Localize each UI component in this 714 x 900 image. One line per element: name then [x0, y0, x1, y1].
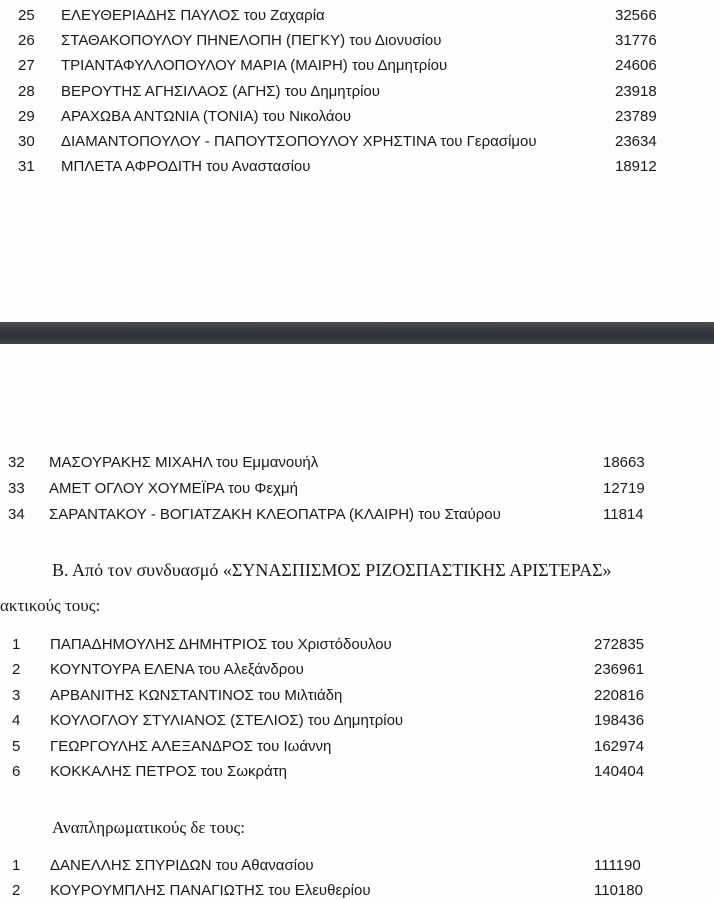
candidate-votes: 272835 [594, 636, 645, 653]
candidate-rank: 31 [18, 158, 35, 176]
candidate-name: ΣΤΑΘΑΚΟΠΟΥΛΟΥ ΠΗΝΕΛΟΠΗ (ΠΕΓΚΥ) του Διονυσίου [61, 32, 442, 50]
candidate-votes: 18663 [603, 454, 645, 471]
candidate-row [12, 879, 714, 900]
candidate-rank: 1 [12, 636, 21, 653]
candidate-rank: 1 [12, 857, 21, 874]
candidate-name: ΕΛΕΥΘΕΡΙΑΔΗΣ ΠΑΥΛΟΣ του Ζαχαρία [61, 7, 325, 24]
candidate-row [12, 709, 714, 733]
candidate-name: ΚΟΥΝΤΟΥΡΑ ΕΛΕΝΑ του Αλεξάνδρου [50, 661, 304, 679]
regulars-label: ακτικούς τους: [0, 596, 101, 615]
candidate-row [12, 854, 714, 878]
candidate-row [8, 451, 714, 475]
candidate-row [18, 105, 714, 129]
candidate-name: ΜΑΣΟΥΡΑΚΗΣ ΜΙΧΑΗΛ του Εμμανουήλ [49, 454, 319, 471]
candidate-row [12, 633, 714, 657]
candidate-votes: 220816 [594, 686, 645, 704]
candidate-name: ΑΡΒΑΝΙΤΗΣ ΚΩΝΣΤΑΝΤΙΝΟΣ του Μιλτιάδη [50, 686, 343, 704]
candidate-rank: 34 [8, 506, 25, 523]
candidate-rank: 5 [12, 737, 21, 755]
candidate-votes: 23918 [615, 82, 657, 100]
candidate-name: ΒΕΡΟΥΤΗΣ ΑΓΗΣΙΛΑΟΣ (ΑΓΗΣ) του Δημητρίου [61, 82, 380, 100]
candidate-rank: 25 [18, 7, 35, 24]
candidate-rank: 2 [12, 882, 21, 899]
candidate-votes: 198436 [594, 712, 645, 730]
candidate-rank: 30 [18, 133, 35, 150]
candidate-rank: 4 [12, 712, 21, 730]
candidate-votes: 12719 [603, 480, 645, 497]
candidate-name: ΑΡΑΧΩΒΑ ΑΝΤΩΝΙΑ (ΤΟΝΙΑ) του Νικολάου [61, 107, 352, 125]
candidate-name: ΔΑΝΕΛΛΗΣ ΣΠΥΡΙΔΩΝ του Αθανασίου [50, 857, 314, 874]
candidate-row [12, 658, 714, 682]
candidate-votes: 111190 [594, 857, 641, 874]
section-heading: Β. Από τον συνδυασμό «ΣΥΝΑΣΠΙΣΜΟΣ ΡΙΖΟΣΠΑΣΤΙΚΗΣ ΑΡΙΣΤΕΡΑΣ» [52, 560, 612, 580]
candidate-votes: 32566 [615, 7, 657, 24]
document-page-top [0, 0, 714, 322]
candidate-rank: 32 [8, 454, 25, 471]
candidate-votes: 110180 [594, 882, 643, 899]
candidate-name: ΔΙΑΜΑΝΤΟΠΟΥΛΟΥ - ΠΑΠΟΥΤΣΟΠΟΥΛΟΥ ΧΡΗΣΤΙΝΑ του Γερασίμου [61, 133, 537, 150]
candidate-name: ΜΠΛΕΤΑ ΑΦΡΟΔΙΤΗ του Αναστασίου [61, 158, 311, 176]
candidate-name: ΣΑΡΑΝΤΑΚΟΥ - ΒΟΓΙΑΤΖΑΚΗ ΚΛΕΟΠΑΤΡΑ (ΚΛΑΙΡΗ) του Σταύρου [49, 506, 501, 523]
candidate-name: ΚΟΥΛΟΓΛΟΥ ΣΤΥΛΙΑΝΟΣ (ΣΤΕΛΙΟΣ) του Δημητρίου [50, 712, 404, 730]
candidate-name: ΚΟΚΚΑΛΗΣ ΠΕΤΡΟΣ του Σωκράτη [50, 763, 288, 780]
candidate-row [12, 684, 714, 708]
candidate-rank: 27 [18, 57, 35, 75]
candidate-row [12, 760, 714, 784]
page-divider [0, 322, 714, 344]
candidate-rank: 2 [12, 661, 21, 679]
candidate-name: ΑΜΕΤ ΟΓΛΟΥ ΧΟΥΜΕΪΡΑ του Φεχμή [49, 480, 298, 497]
candidate-row [18, 54, 714, 78]
candidate-row [18, 130, 714, 154]
candidate-row [18, 80, 714, 104]
substitutes-label: Αναπληρωματικούς δε τους: [52, 818, 245, 837]
candidate-name: ΠΑΠΑΔΗΜΟΥΛΗΣ ΔΗΜΗΤΡΙΟΣ του Χριστόδουλου [50, 636, 392, 653]
candidate-votes: 18912 [615, 158, 657, 176]
candidate-row [18, 4, 714, 28]
candidate-rank: 28 [18, 82, 35, 100]
candidate-votes: 23634 [615, 133, 657, 150]
candidate-votes: 236961 [594, 661, 645, 679]
candidate-row [8, 477, 714, 501]
candidate-rank: 3 [12, 686, 21, 704]
candidate-votes: 24606 [615, 57, 657, 75]
candidate-rank: 6 [12, 763, 21, 780]
candidate-votes: 162974 [594, 737, 645, 755]
candidate-row [8, 503, 714, 527]
candidate-row [18, 29, 714, 53]
candidate-name: ΤΡΙΑΝΤΑΦΥΛΛΟΠΟΥΛΟΥ ΜΑΡΙΑ (ΜΑΙΡΗ) του Δημητρίου [61, 57, 448, 75]
candidate-rank: 29 [18, 107, 35, 125]
candidate-row [18, 155, 714, 179]
candidate-votes: 140404 [594, 763, 645, 780]
document-page-bottom [0, 344, 714, 900]
candidate-votes: 31776 [615, 32, 657, 50]
candidate-rank: 26 [18, 32, 35, 50]
candidate-votes: 11814 [603, 506, 644, 523]
candidate-votes: 23789 [615, 107, 657, 125]
candidate-row [12, 735, 714, 759]
candidate-name: ΓΕΩΡΓΟΥΛΗΣ ΑΛΕΞΑΝΔΡΟΣ του Ιωάννη [50, 737, 332, 755]
candidate-name: ΚΟΥΡΟΥΜΠΛΗΣ ΠΑΝΑΓΙΩΤΗΣ του Ελευθερίου [50, 882, 371, 899]
candidate-rank: 33 [8, 480, 25, 497]
